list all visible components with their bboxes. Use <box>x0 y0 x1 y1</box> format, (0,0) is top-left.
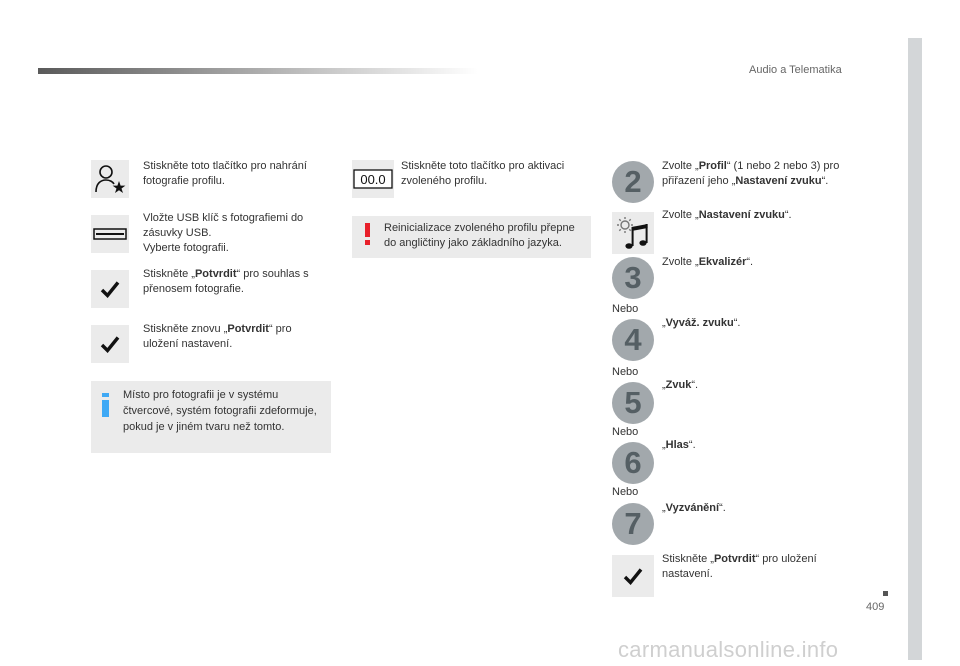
info-note-text: Místo pro fotografii je v systému čtvercové, systém fotografii zdeformuje, pokud je v jiném tvaru než tomto. <box>123 389 317 433</box>
page-marker <box>883 591 888 596</box>
page-number: 409 <box>866 601 885 613</box>
right-step2-bold1: Profil <box>698 160 727 172</box>
right-step6-bold: Hlas <box>665 439 689 451</box>
right-step7-bold: Vyzvánění <box>665 502 720 514</box>
info-note-box <box>91 381 331 453</box>
right-step3-bold: Ekvalizér <box>698 256 747 268</box>
or-label-1: Nebo <box>612 303 639 315</box>
right-step8-bold: Potvrdit <box>713 553 756 565</box>
step-number-4: 4 <box>612 319 654 361</box>
left-step3-pre: Stiskněte „ <box>143 268 195 280</box>
settings-note-icon <box>613 213 653 253</box>
info-icon <box>102 393 109 417</box>
watermark: carmanualsonline.info <box>618 637 839 662</box>
check-icon-box-2 <box>91 325 129 363</box>
right-step8-post: “ pro uložení nastavení. <box>662 553 817 580</box>
left-step3-post: “ pro souhlas s přenosem fotografie. <box>143 268 309 295</box>
page-header-title: Audio a Telematika <box>749 64 842 76</box>
right-step4-pre: „ <box>662 317 666 329</box>
check-icon-box-3 <box>612 555 654 597</box>
step-number-3: 3 <box>612 257 654 299</box>
usb-key-icon-box <box>91 215 129 253</box>
right-step6-pre: „ <box>662 439 666 451</box>
right-step2-post: “. <box>821 175 829 187</box>
left-step4-bold: Potvrdit <box>227 323 269 335</box>
right-step3-pre: Zvolte „ <box>662 256 699 268</box>
right-step8-text <box>662 552 842 582</box>
warning-note-box <box>352 216 591 258</box>
left-step2b: Vyberte fotografii. <box>143 242 229 254</box>
right-step5-post: “. <box>691 379 699 391</box>
check-icon <box>623 567 643 585</box>
right-step5-bold: Zvuk <box>665 379 692 391</box>
step-number-7: 7 <box>612 503 654 545</box>
right-step4-post: “. <box>733 317 741 329</box>
right-step2-mid: “ (1 nebo 2 nebo 3) pro přiřazení jeho „ <box>662 160 840 187</box>
left-step2a: Vložte USB klíč s fotografiemi do zásuvky USB. <box>143 212 304 239</box>
step-number-6: 6 <box>612 442 654 484</box>
right-step2-bold2: Nastavení zvuku <box>735 175 822 187</box>
right-step4-text <box>662 316 852 331</box>
right-sound-pre: Zvolte „ <box>662 209 699 221</box>
left-step4-pre: Stiskněte znovu „ <box>143 323 228 335</box>
right-step3-post: “. <box>746 256 754 268</box>
left-step3-text <box>143 267 323 297</box>
right-step6-post: “. <box>688 439 696 451</box>
page-edge-strip <box>908 38 922 660</box>
warning-icon <box>365 223 370 245</box>
usb-key-icon <box>93 227 127 241</box>
or-label-4: Nebo <box>612 486 639 498</box>
left-step3-bold: Potvrdit <box>194 268 237 280</box>
right-step4-bold: Vyváž. zvuku <box>665 317 734 329</box>
or-label-3: Nebo <box>612 426 639 438</box>
middle-step1-text: Stiskněte toto tlačítko pro aktivaci zvoleného profilu. <box>401 160 565 187</box>
right-step7-text <box>662 501 852 516</box>
check-icon <box>100 335 120 353</box>
profile-photo-icon-box <box>91 160 129 198</box>
header-gradient-bar <box>38 68 478 74</box>
left-step4-post: “ pro uložení nastavení. <box>143 323 292 350</box>
right-sound-post: “. <box>784 209 792 221</box>
right-step5-pre: „ <box>662 379 666 391</box>
display-button-icon-box <box>352 160 394 198</box>
right-step6-text <box>662 438 852 453</box>
right-sound-bold: Nastavení zvuku <box>698 209 785 221</box>
left-step4-text <box>143 322 323 352</box>
right-step8-pre: Stiskněte „ <box>662 553 714 565</box>
right-step7-post: “. <box>719 502 726 514</box>
right-step2-pre: Zvolte „ <box>662 160 699 172</box>
step-number-5: 5 <box>612 382 654 424</box>
step-number-2: 2 <box>612 161 654 203</box>
sound-settings-icon-box <box>612 212 654 254</box>
right-step2-text <box>662 159 852 189</box>
right-step3-text <box>662 255 852 270</box>
profile-photo-icon <box>93 162 127 196</box>
right-step7-pre: „ <box>662 502 666 514</box>
right-step5-text <box>662 378 852 393</box>
display-button-label: 00.0 <box>360 172 386 187</box>
or-label-2: Nebo <box>612 366 639 378</box>
warning-note-text: Reinicializace zvoleného profilu přepne do angličtiny jako základního jazyka. <box>384 222 575 249</box>
check-icon <box>100 280 120 298</box>
right-sound-settings-text <box>662 208 852 223</box>
left-step1-text: Stiskněte toto tlačítko pro nahrání fotografie profilu. <box>143 160 307 187</box>
check-icon-box-1 <box>91 270 129 308</box>
left-step2-text <box>143 211 323 256</box>
